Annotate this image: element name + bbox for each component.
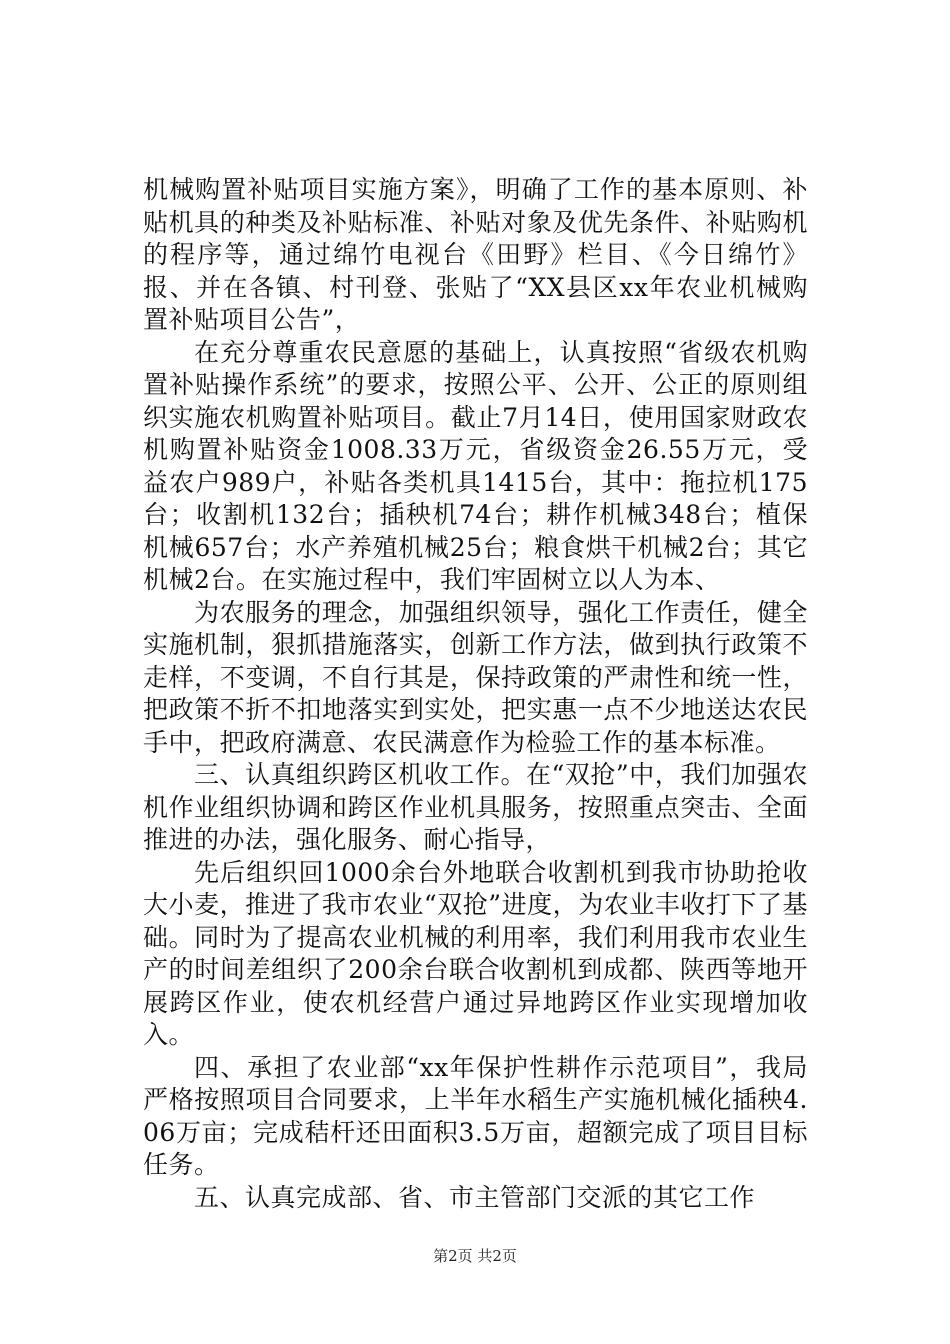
paragraph-4: 三、认真组织跨区机收工作。在“双抢”中，我们加强农机作业组织协调和跨区作业机具服务，按照重点突击、全面推进的办法，强化服务、耐心指导，: [143, 760, 808, 854]
page-number-label: 第2页 共2页: [433, 1247, 517, 1265]
paragraph-3: 为农服务的理念，加强组织领导，强化工作责任，健全实施机制，狠抓措施落实，创新工作方法，做到执行政策不走样，不变调，不自行其是，保持政策的严肃性和统一性，把政策不折不扣地落实到实处，把实惠一点不少地送达农民手中，把政府满意、农民满意作为检验工作的基本标准。: [143, 597, 808, 757]
page-footer: [0, 1246, 950, 1266]
document-body: [143, 174, 808, 1214]
paragraph-6: 四、承担了农业部“xx年保护性耕作示范项目”，我局严格按照项目合同要求，上半年水稻生产实施机械化插秧4.06万亩；完成秸杆还田面积3.5万亩，超额完成了项目目标任务。: [143, 1052, 808, 1179]
paragraph-1: 机械购置补贴项目实施方案》，明确了工作的基本原则、补贴机具的种类及补贴标准、补贴对象及优先条件、补贴购机的程序等，通过绵竹电视台《田野》栏目、《今日绵竹》报、并在各镇、村刊登、张贴了“XX县区xx年农业机械购置补贴项目公告”，: [143, 175, 808, 334]
paragraph-2: 在充分尊重农民意愿的基础上，认真按照“省级农机购置补贴操作系统”的要求，按照公平、公开、公正的原则组织实施农机购置补贴项目。截止7月14日，使用国家财政农机购置补贴资金1008.33万元，省级资金26.55万元，受益农户989户，补贴各类机具1415台，其中：拖拉机175台；收割机132台；插秧机74台；耕作机械348台；植保机械657台；水产养殖机械25台；粮食烘干机械2台；其它机械2台。在实施过程中，我们牢固树立以人为本、: [143, 337, 808, 594]
paragraph-5: 先后组织回1000余台外地联合收割机到我市协助抢收大小麦，推进了我市农业“双抢”进度，为农业丰收打下了基础。同时为了提高农业机械的利用率，我们利用我市农业生产的时间差组织了200余台联合收割机到成都、陕西等地开展跨区作业，使农机经营户通过异地跨区作业实现增加收入。: [143, 857, 808, 1049]
paragraph-7: 五、认真完成部、省、市主管部门交派的其它工作: [194, 1182, 756, 1212]
